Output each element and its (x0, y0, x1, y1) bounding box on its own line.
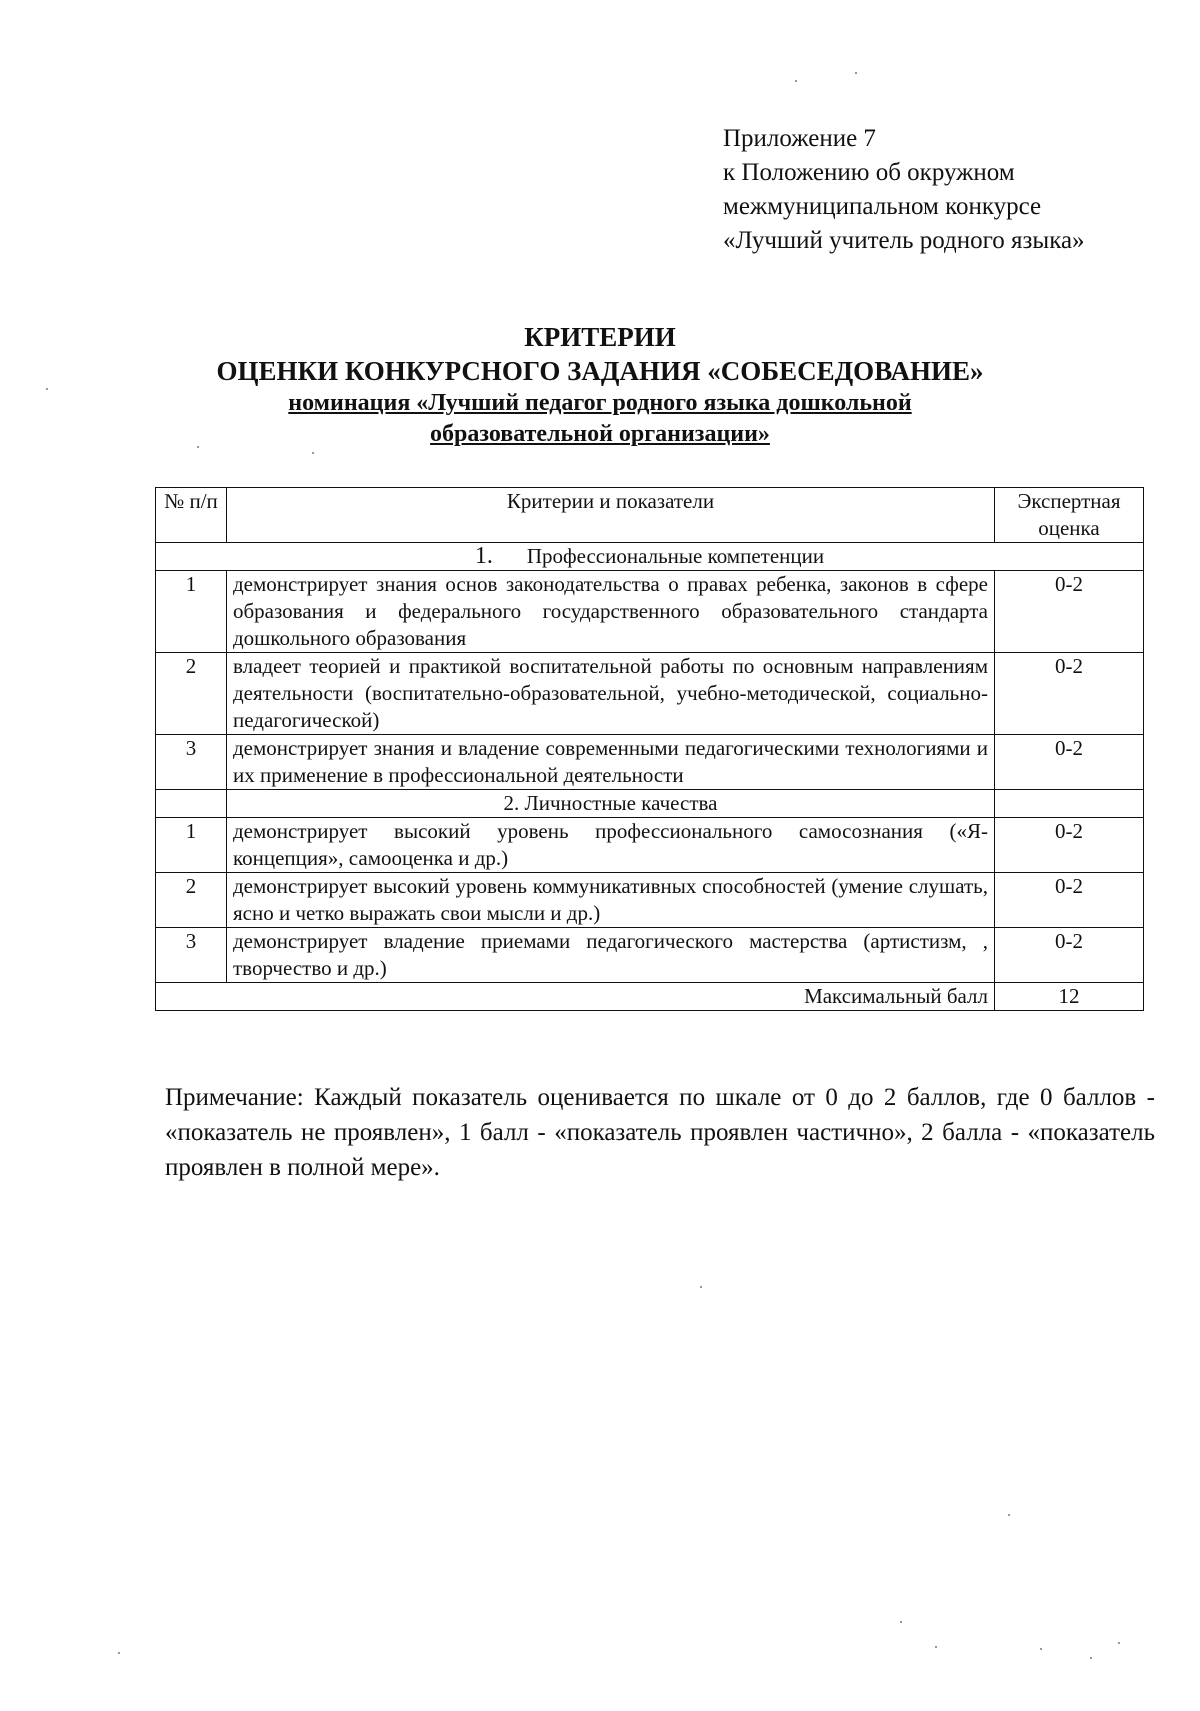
scan-speck (795, 80, 797, 82)
section-title-cell (156, 543, 1144, 571)
appendix-line: к Положению об окружном (723, 159, 1015, 186)
scan-speck (118, 1652, 120, 1654)
total-row (156, 983, 1144, 1011)
row-num: 1 (156, 818, 227, 873)
row-num: 2 (156, 873, 227, 928)
section-row-professional (156, 543, 1144, 571)
footnote: Примечание: Каждый показатель оценивается по шкале от 0 до 2 баллов, где 0 баллов - «показатель не проявлен», 1 балл - «показатель проявлен частично», 2 балла - «показатель проявлен в полной мере». (165, 1084, 1155, 1181)
scan-speck (46, 388, 48, 390)
row-score: 0-2 (995, 571, 1144, 653)
table-row (156, 818, 1144, 873)
header-score: Экспертная оценка (995, 488, 1144, 543)
appendix-header (723, 122, 1085, 258)
row-criterion: демонстрирует высокий уровень коммуникативных способностей (умение слушать, ясно и четко выражать свои мысли и др.) (227, 873, 995, 928)
row-score: 0-2 (995, 653, 1144, 735)
document-title (0, 320, 1200, 450)
scan-speck (1008, 1514, 1010, 1516)
table-row (156, 873, 1144, 928)
appendix-line: «Лучший учитель родного языка» (723, 227, 1085, 254)
table-row (156, 571, 1144, 653)
empty-cell (995, 790, 1144, 818)
row-num: 3 (156, 735, 227, 790)
section-title: 2. Личностные качества (227, 790, 995, 818)
row-criterion: демонстрирует знания основ законодательства о правах ребенка, законов в сфере образования и федерального государственного образовательного стандарта дошкольного образования (227, 571, 995, 653)
scan-speck (900, 1621, 902, 1623)
appendix-line: межмуниципальном конкурсе (723, 193, 1042, 220)
scan-speck (855, 72, 857, 74)
row-score: 0-2 (995, 928, 1144, 983)
table-row (156, 928, 1144, 983)
header-criteria: Критерии и показатели (227, 488, 995, 543)
row-num: 2 (156, 653, 227, 735)
section-row-personal (156, 790, 1144, 818)
row-criterion: владеет теорией и практикой воспитательной работы по основным направлениям деятельности (воспитательно-образовательной, учебно-методической, социально-педагогической) (227, 653, 995, 735)
total-value: 12 (995, 983, 1144, 1011)
row-criterion: демонстрирует высокий уровень профессионального самосознания («Я-концепция», самооценка и др.) (227, 818, 995, 873)
title-line-2: ОЦЕНКИ КОНКУРСНОГО ЗАДАНИЯ «СОБЕСЕДОВАНИЕ» (216, 356, 984, 386)
scan-speck (700, 1286, 702, 1288)
section-number: 1. (474, 543, 493, 569)
nomination-line-2: образовательной организации» (430, 421, 770, 447)
row-num: 3 (156, 928, 227, 983)
scan-speck (1040, 1648, 1042, 1650)
scan-speck (935, 1646, 937, 1648)
row-num: 1 (156, 571, 227, 653)
section-title: Профессиональные компетенции (526, 544, 825, 568)
row-score: 0-2 (995, 873, 1144, 928)
criteria-table (155, 487, 1144, 1011)
empty-cell (156, 790, 227, 818)
title-line-1: КРИТЕРИИ (524, 322, 676, 352)
row-criterion: демонстрирует знания и владение современными педагогическими технологиями и их применение в профессиональной деятельности (227, 735, 995, 790)
table-row (156, 653, 1144, 735)
scan-speck (197, 446, 199, 448)
appendix-line: Приложение 7 (723, 125, 876, 152)
scan-speck (312, 452, 314, 454)
table-row (156, 735, 1144, 790)
row-score: 0-2 (995, 735, 1144, 790)
table-header-row (156, 488, 1144, 543)
row-score: 0-2 (995, 818, 1144, 873)
header-num: № п/п (156, 488, 227, 543)
total-label: Максимальный балл (156, 983, 995, 1011)
row-criterion: демонстрирует владение приемами педагогического мастерства (артистизм, , творчество и др.) (227, 928, 995, 983)
nomination-line-1: номинация «Лучший педагог родного языка дошкольной (288, 390, 912, 416)
scan-speck (1090, 1657, 1092, 1659)
scan-speck (1118, 1642, 1120, 1644)
